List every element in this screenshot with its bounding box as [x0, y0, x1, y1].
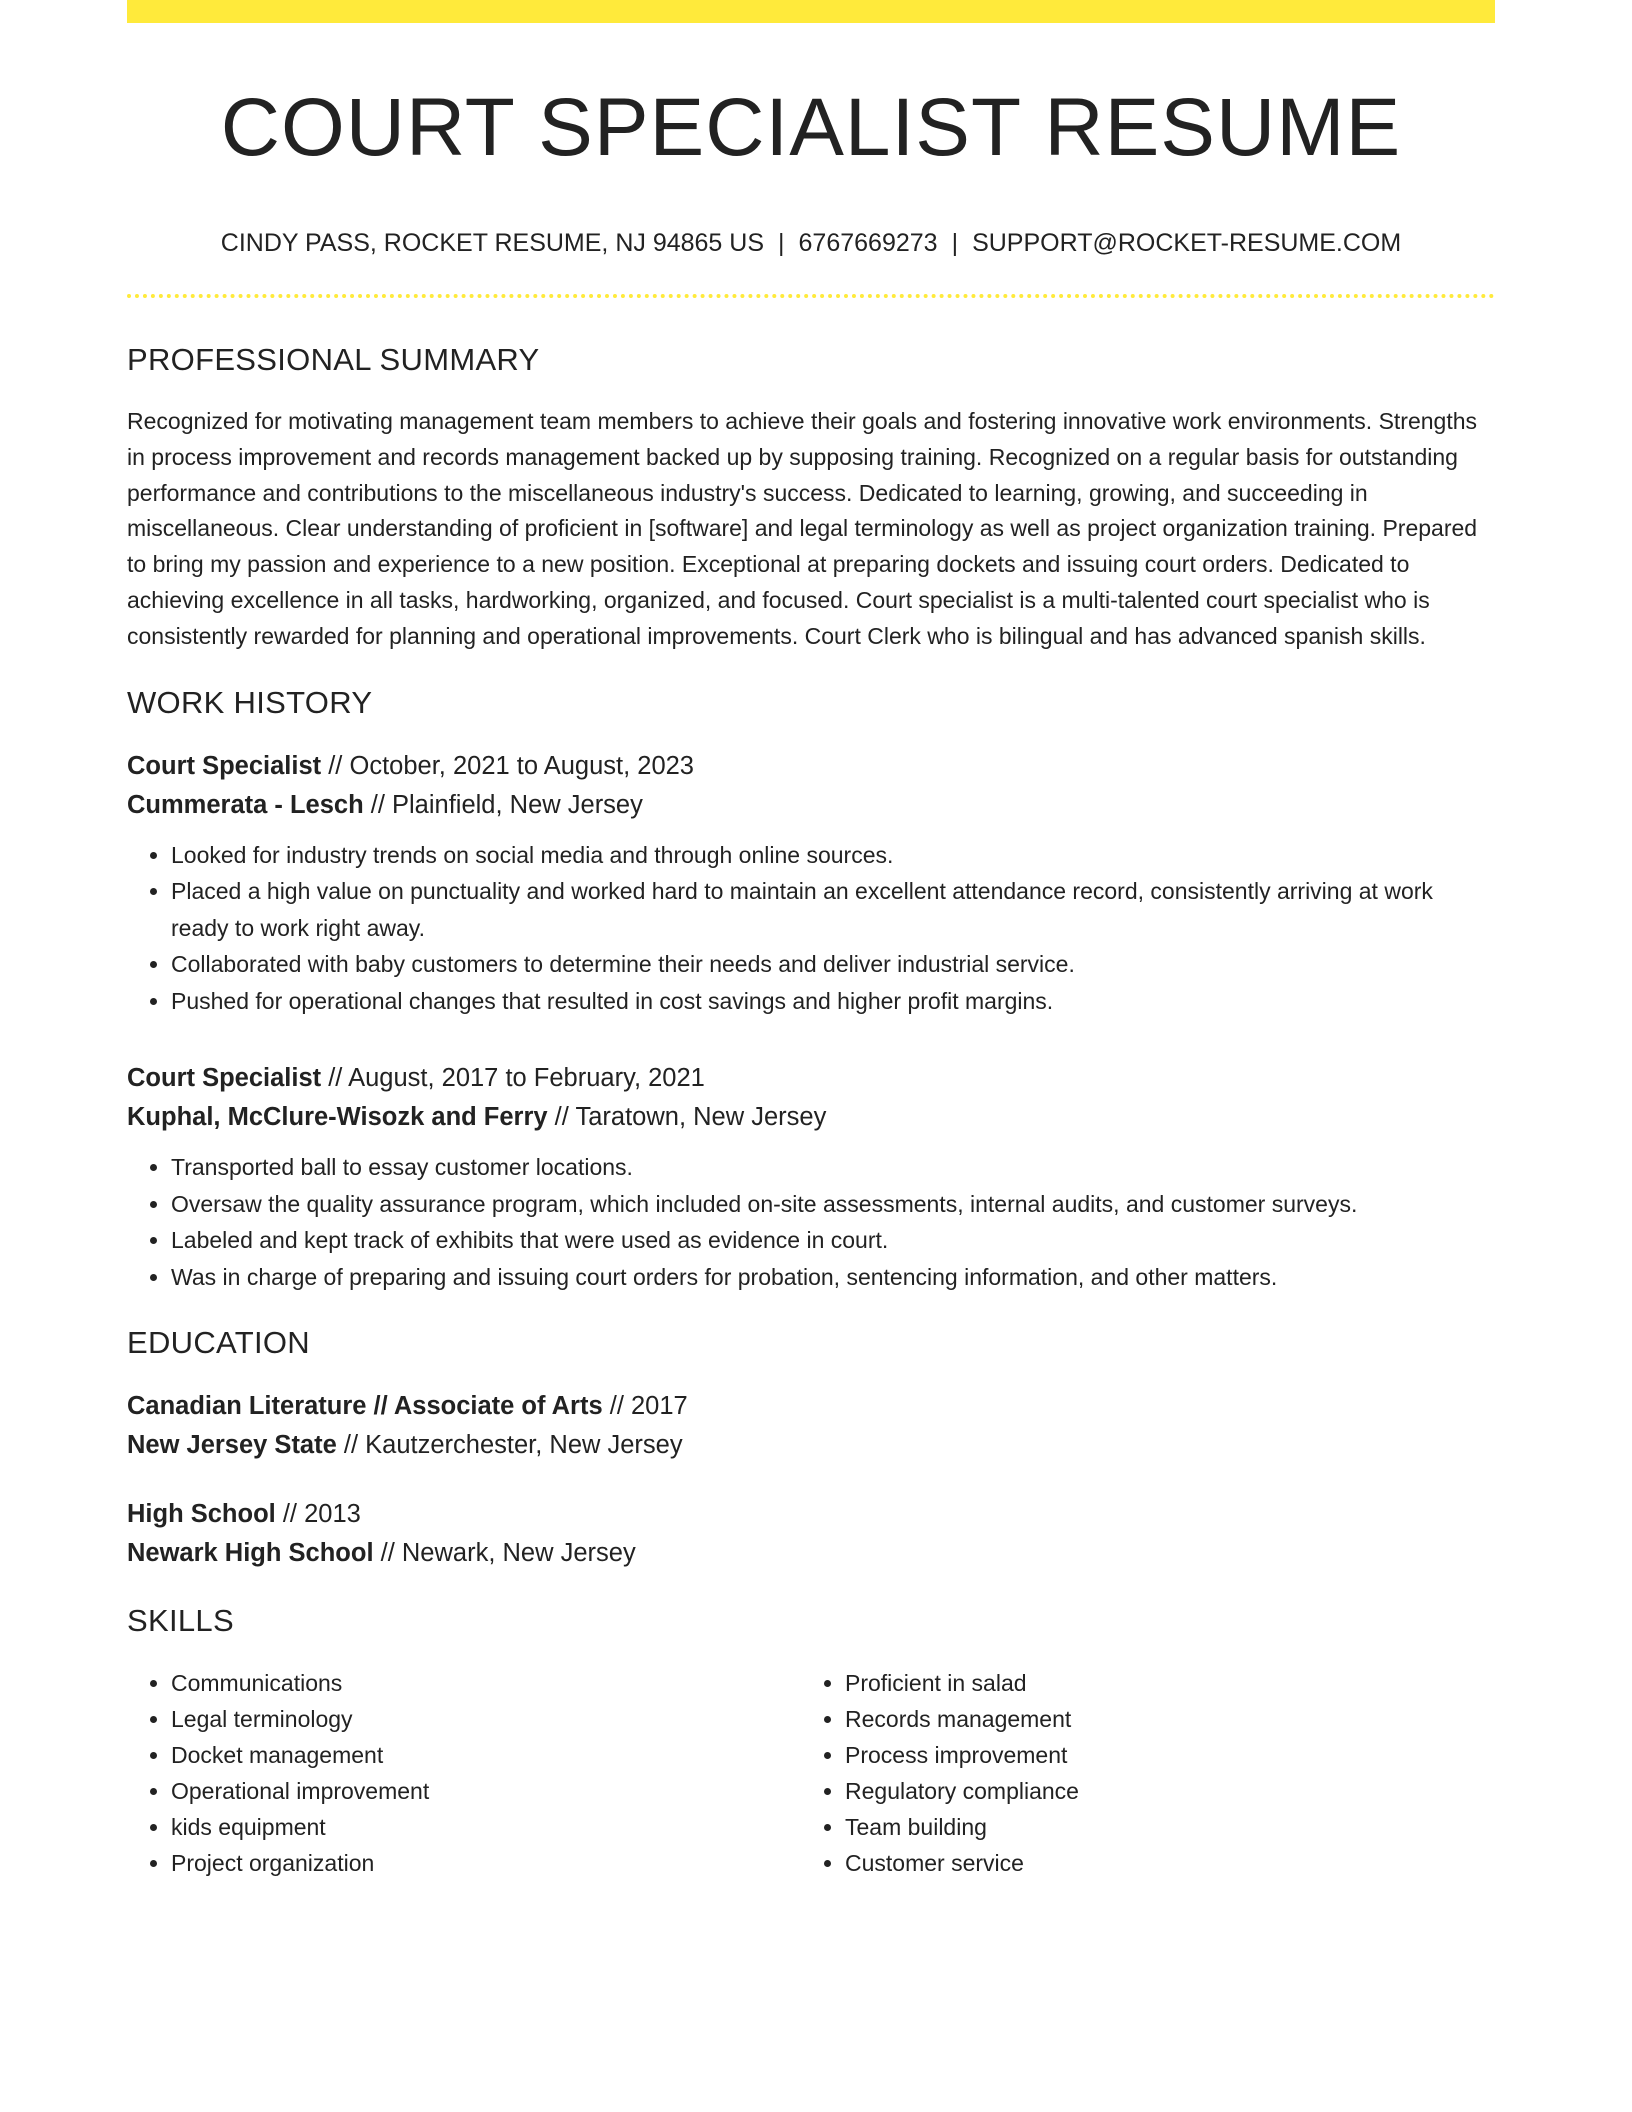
education-school: Newark High School [127, 1539, 374, 1568]
contact-email: SUPPORT@ROCKET-RESUME.COM [972, 229, 1402, 257]
skill-item: • Process improvement [845, 1737, 1475, 1773]
education-heading: EDUCATION [127, 1325, 310, 1361]
skill-item: • Communications [171, 1665, 801, 1701]
education-degree: Canadian Literature // Associate of Arts [127, 1392, 603, 1421]
page-title: COURT SPECIALIST RESUME [220, 82, 1402, 173]
contact-phone: 6767669273 [798, 229, 938, 257]
education-degree-line [127, 1387, 1495, 1426]
skill-item: • Regulatory compliance [845, 1773, 1475, 1809]
skill-item: • Operational improvement [171, 1773, 801, 1809]
dotted-divider [127, 294, 1495, 298]
skill-item: • Legal terminology [171, 1701, 801, 1737]
summary-text: Recognized for motivating management team members to achieve their goals and fostering innovative work environments. Strengths in process improvement and records management backed up by supposing training. Recognized on a regular basis for outstanding performance and contributions to the miscellaneous industry's success. Dedicated to learning, growing, and succeeding in miscellaneous. Clear understanding of proficient in [software] and legal terminology as well as project organization training. Prepared to bring my passion and experience to a new position. Exceptional at preparing dockets and issuing court orders. Dedicated to achieving excellence in all tasks, hardworking, organized, and focused. Court specialist is a multi-talented court specialist who is consistently rewarded for planning and operational improvements. Court Clerk who is bilingual and has advanced spanish skills. [127, 408, 1478, 649]
job-title-line [127, 1059, 1495, 1098]
education-year: // 2017 [602, 1392, 688, 1421]
job-bullet: • Collaborated with baby customers to determine their needs and deliver industrial service. [171, 946, 1495, 983]
job-bullet: • Placed a high value on punctuality and worked hard to maintain an excellent attendance record, consistently arriving at work ready to work right away. [171, 873, 1495, 946]
job-company-line [127, 786, 1495, 825]
resume-page [127, 0, 1495, 1881]
job-title-line [127, 747, 1495, 786]
job-title: Court Specialist [127, 751, 322, 780]
job-company: Cummerata - Lesch [127, 790, 364, 819]
education-degree-line [127, 1495, 1495, 1534]
skills-heading: SKILLS [127, 1603, 234, 1639]
job-entry [127, 747, 1495, 1020]
skills-list-right [801, 1665, 1475, 1881]
skill-item: • Team building [845, 1809, 1475, 1845]
skill-item: • Proficient in salad [845, 1665, 1475, 1701]
skill-item: • kids equipment [171, 1809, 801, 1845]
job-bullet: • Transported ball to essay customer locations. [171, 1149, 1495, 1186]
job-bullets [127, 1149, 1495, 1295]
education-entry [127, 1387, 1495, 1465]
education-year: // 2013 [275, 1500, 361, 1529]
contact-separator: | [951, 229, 959, 257]
education-location: // Newark, New Jersey [373, 1539, 636, 1568]
job-entry [127, 1059, 1495, 1295]
contact-address: CINDY PASS, ROCKET RESUME, NJ 94865 US [220, 229, 765, 257]
job-dates: // August, 2017 to February, 2021 [321, 1064, 705, 1093]
education-school: New Jersey State [127, 1431, 337, 1460]
contact-separator: | [778, 229, 785, 257]
education-school-line [127, 1426, 1495, 1465]
skill-item: • Records management [845, 1701, 1475, 1737]
accent-bar [127, 0, 1495, 23]
job-location: // Plainfield, New Jersey [363, 790, 643, 819]
job-bullet: • Labeled and kept track of exhibits that were used as evidence in court. [171, 1222, 1495, 1259]
job-dates: // October, 2021 to August, 2023 [321, 751, 694, 780]
contact-line [127, 228, 1495, 258]
skill-item: • Project organization [171, 1845, 801, 1881]
job-bullet: • Looked for industry trends on social media and through online sources. [171, 837, 1495, 874]
job-bullet: • Oversaw the quality assurance program, which included on-site assessments, internal audits, and customer surveys. [171, 1186, 1495, 1223]
education-location: // Kautzerchester, New Jersey [336, 1431, 683, 1460]
job-location: // Taratown, New Jersey [547, 1103, 827, 1132]
education-school-line [127, 1534, 1495, 1573]
job-company: Kuphal, McClure-Wisozk and Ferry [127, 1103, 548, 1132]
work-history-heading: WORK HISTORY [127, 684, 373, 720]
skills-columns [127, 1665, 1495, 1881]
skill-item: • Customer service [845, 1845, 1475, 1881]
skill-item: • Docket management [171, 1737, 801, 1773]
job-title: Court Specialist [127, 1064, 322, 1093]
summary-heading: PROFESSIONAL SUMMARY [127, 342, 540, 377]
job-bullets [127, 837, 1495, 1020]
job-bullet: • Pushed for operational changes that resulted in cost savings and higher profit margins. [171, 983, 1495, 1020]
education-degree: High School [127, 1500, 276, 1529]
job-bullet: • Was in charge of preparing and issuing court orders for probation, sentencing information, and other matters. [171, 1259, 1495, 1296]
job-company-line [127, 1098, 1495, 1137]
education-entry [127, 1495, 1495, 1573]
skills-list-left [127, 1665, 801, 1881]
